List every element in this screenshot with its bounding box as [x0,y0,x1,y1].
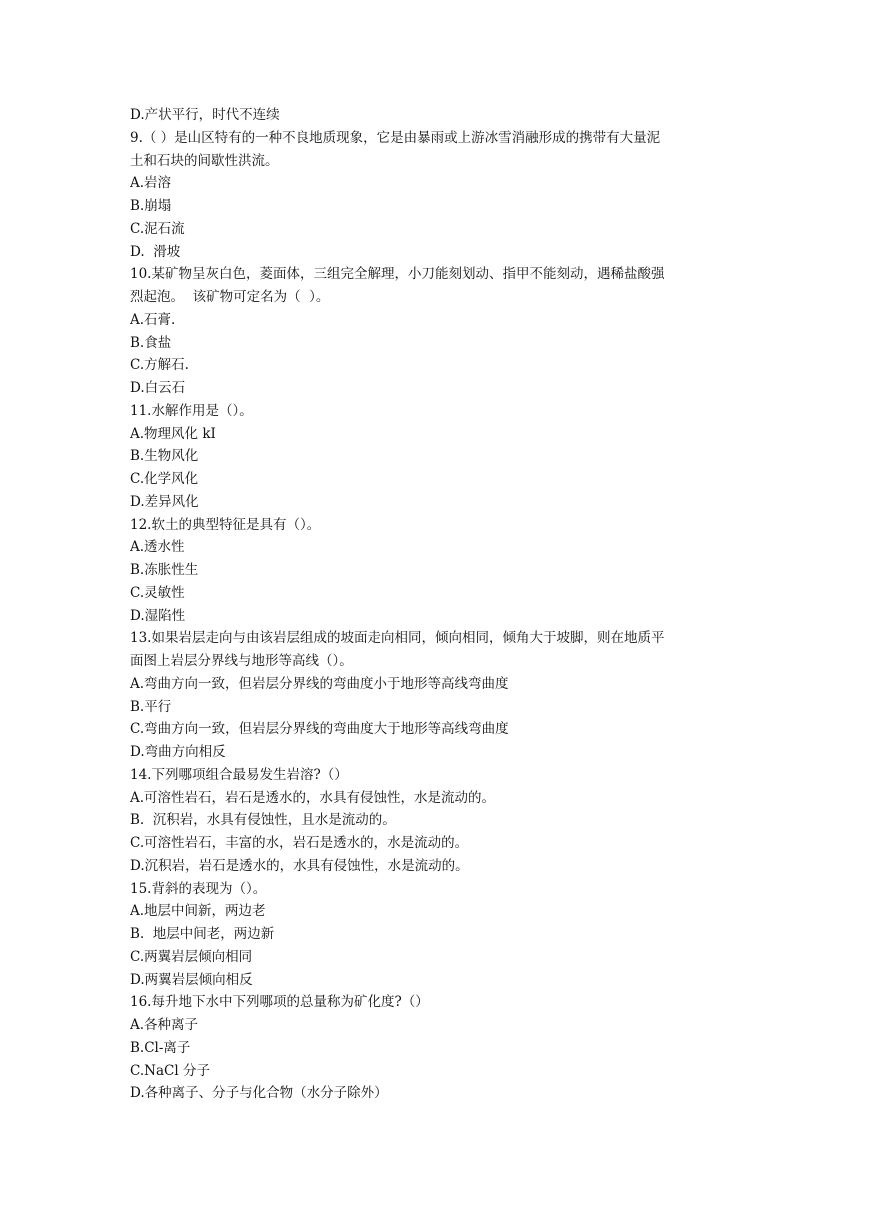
option-b-line: B.冻胀性生 [130,562,199,578]
question-16-line: 16.每升地下水中下列哪项的总量称为矿化度?（） [130,994,429,1011]
option-d-line: D. 滑坡 [130,243,181,260]
question-9-line-2: 土和石块的间歇性洪流。 [130,152,279,169]
option-b-line: B.生物风化 [130,448,199,465]
option-d-line: D.弯曲方向相反 [130,744,226,760]
question-9-line-1: 9.（ ）是山区特有的一种不良地质现象，它是由暴雨或上游冰雪消融形成的携带有大量泥 [130,129,661,146]
question-11-line: 11.水解作用是（）。 [130,402,253,419]
question-10-line-1: 10.某矿物呈灰白色，菱面体，三组完全解理，小刀能刻划动、指甲不能刻动，遇稀盐酸强 [130,266,665,283]
option-b-line: B.平行 [130,698,172,715]
question-10-line-2: 烈起泡。 该矿物可定名为（ ）。 [130,289,330,305]
option-a-line: A.透水性 [130,539,185,556]
document-page [130,104,750,1105]
question-13-line-1: 13.如果岩层走向与由该岩层组成的坡面走向相同，倾向相同，倾角大于坡脚，则在地质平 [130,630,665,647]
option-b-line: B.食盐 [130,334,172,351]
option-b-line: B.Cl-离子 [130,1039,191,1056]
option-b-line: B. 地层中间老，两边新 [130,926,275,942]
option-d-line: D.差异风化 [130,493,199,510]
option-b-line: B.崩塌 [130,198,172,214]
option-b-line: B. 沉积岩，水具有侵蚀性，且水是流动的。 [130,812,396,829]
option-a-line: A.物理风化 kI [130,425,216,442]
option-d-line: D.湿陷性 [130,607,186,624]
option-d-line: D.各种离子、分子与化合物（水分子除外） [130,1085,388,1102]
option-c-line: C.两翼岩层倾向相同 [130,948,253,965]
option-d-line: D.两翼岩层倾向相反 [130,971,253,988]
option-d-line: D.白云石 [130,380,186,396]
option-d-line: D.沉积岩，岩石是透水的，水具有侵蚀性，水是流动的。 [130,857,469,874]
option-a-line: A.地层中间新，两边老 [130,903,266,920]
option-c-line: C.泥石流 [130,220,185,237]
option-a-line: A.可溶性岩石，岩石是透水的，水具有侵蚀性，水是流动的。 [130,789,496,806]
question-12-line: 12.软土的典型特征是具有（）。 [130,516,321,533]
option-a-line: A.各种离子 [130,1017,199,1033]
question-14-line: 14.下列哪项组合最易发生岩溶?（） [130,766,348,783]
option-c-line: C.化学风化 [130,471,199,487]
option-c-line: C.方解石. [130,357,189,374]
option-c-line: C.弯曲方向一致，但岩层分界线的弯曲度大于地形等高线弯曲度 [130,721,509,738]
option-a-line: A.弯曲方向一致，但岩层分界线的弯曲度小于地形等高线弯曲度 [130,675,509,692]
option-c-line: C.灵敏性 [130,584,185,601]
option-a-line: A.石膏. [130,311,176,328]
question-15-line: 15.背斜的表现为（）。 [130,880,267,897]
option-d-line: D.产状平行，时代不连续 [130,107,280,123]
question-13-line-2: 面图上岩层分界线与地形等高线（）。 [130,653,353,669]
option-c-line: C.NaCl 分子 [130,1062,210,1079]
option-c-line: C.可溶性岩石，丰富的水，岩石是透水的，水是流动的。 [130,835,469,851]
option-a-line: A.岩溶 [130,175,172,192]
